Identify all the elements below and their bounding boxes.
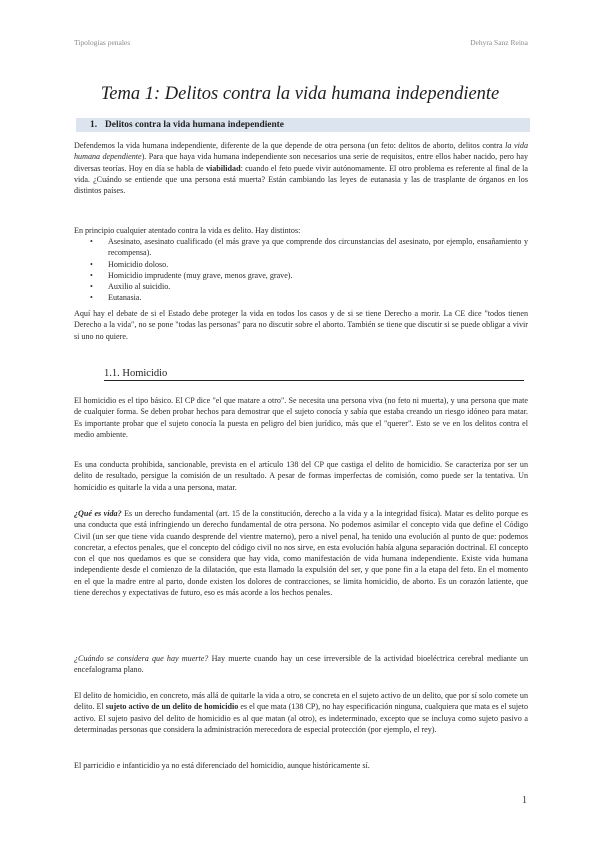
list-item: • Auxilio al suicidio.: [74, 281, 528, 292]
life-definition-paragraph: [74, 508, 528, 598]
question-lead: ¿Qué es vida?: [74, 509, 122, 518]
page-number: 1: [522, 795, 527, 806]
italic-term: la vida humana dependiente: [74, 141, 528, 162]
text-span: Hay muerte cuando hay un cese irreversible de la actividad bioeléctrica cerebral mediante un encefalograma plano.: [74, 654, 529, 675]
text-span: El delito de homicidio, en concreto, más allá de quitarle la vida a otro, se concreta en el sujeto activo de un delito, que por sí solo comete un delito. El: [74, 691, 528, 712]
section-number: 1.: [90, 120, 98, 130]
section-heading: [76, 118, 530, 132]
question-lead: ¿Cuándo se considera que hay muerte?: [74, 654, 209, 663]
paragraph-text: Es una conducta prohibida, sancionable, prevista en el artículo 138 del CP que castiga el delito de homicidio. Se caracteriza por ser un delito de resultado, persigue la comisión de un resultado. A pesar de formas imperfectas de comisión, como puede ser la tentativa. Un homicidio es quitarle la vida a una persona, matar.: [74, 460, 528, 492]
intro-paragraph: [74, 140, 528, 196]
list-item: • Eutanasia.: [74, 292, 528, 303]
subsection-heading: 1.1. Homicidio: [104, 368, 524, 381]
list-item: • Homicidio doloso.: [74, 259, 528, 270]
paragraph-text: El homicidio es el tipo básico. El CP dice "el que matare a otro". Se necesita una persona viva (no feto ni muerta), y una persona que mate de cualquier forma. Se deben probar hechos para demostrar que el sujeto conocía y sabía que estaba creando un riesgo idóneo para matar. Es importante probar que el sujeto conocía la puesta en peligro del bien jurídico, más que el "querer". Esto se ve en los delitos contra el medio ambiente.: [74, 396, 528, 439]
homicide-paragraph-1: [74, 395, 528, 440]
header-author: Dehyra Sanz Reina: [470, 38, 528, 47]
list-item: • Asesinato, asesinato cualificado (el más grave ya que comprende dos circunstancias del asesinato, por ejemplo, ensañamiento y recompensa).: [74, 236, 528, 259]
debate-paragraph: [74, 308, 528, 342]
section-label: Delitos contra la vida humana independiente: [105, 120, 284, 130]
text-span: Defendemos la vida humana independiente, diferente de la que depende de otra persona (un feto: delitos de aborto, delitos contra: [74, 141, 506, 150]
text-span: ). Para que haya vida humana independiente son necesarios una serie de requisitos, entre ellos haber nacido, pero hay diversas teorías. Hoy en día se habla de: [74, 152, 528, 173]
parricide-paragraph: [74, 760, 528, 771]
text-span: es el que mata (138 CP), no hay especificación ninguna, cualquiera que mata es el sujeto activo. El sujeto pasivo del delito de homicidio es al que matan (al otro), es indeterminado, excepto que se incluya como sujeto pasivo a determinadas personas que considera la administración merecedora de especial protección (por ejemplo, el rey).: [74, 702, 529, 734]
paragraph-text: El parricidio e infanticidio ya no está diferenciado del homicidio, aunque históricamente sí.: [74, 761, 370, 770]
crimes-intro-paragraph: [74, 225, 528, 236]
death-definition-paragraph: [74, 653, 528, 676]
page-header: [74, 38, 528, 50]
list-item: • Homicidio imprudente (muy grave, menos grave, grave).: [74, 270, 528, 281]
header-course-title: Tipologías penales: [74, 38, 131, 47]
text-span: Es un derecho fundamental (art. 15 de la constitución, derecho a la vida y a la integridad física). Matar es delito porque es una conducta que está infringiendo un derecho fundamental de otra persona. No podemos asimilar el concepto vida que define el Código Civil (un ser que tiene vida cuando desprende del vientre materno), pero a nivel penal, ha tenido una evolución al punto de que: podemos concretar, a efectos penales, que el concepto del código civil no nos sirve, en esta evolución había alguna separación doctrinal. El concepto con el que nos quedamos es que se considera que hay vida, como manifestación de vida humana independiente. Existe vida humana independiente desde el comienzo de la dilatación, que esta llamado la expulsión del ser, y que pone fin a la etapa del feto. En el momento en el que la madre entre al parto, donde existen los dolores de contracciones, se limita homicidio, de aborto. Es un corazón latiente, que tiene derechos y expectativas de futuro, eso es más acorde a los hechos penales.: [74, 509, 528, 598]
document-title: Tema 1: Delitos contra la vida humana independiente: [100, 84, 500, 104]
bold-term: viabilidad: [205, 163, 241, 173]
crime-types-list: [74, 236, 528, 304]
paragraph-text: Aquí hay el debate de si el Estado debe proteger la vida en todos los casos y de si se tiene Derecho a morir. La CE dice "todos tienen Derecho a la vida", no se pone "todas las personas" para no discutir sobre el aborto. También se tiene que discutir si se puede obligar a vivir si uno no quiere.: [74, 309, 528, 341]
subjects-paragraph: [74, 690, 528, 735]
text-span: : cuando el feto puede vivir autónomamente. El otro problema es referente al final de la vida. ¿Cuándo se entiende que una persona está muerta? Están cambiando las leyes de eutanasia y las de trasplante de órganos en los distintos países.: [74, 163, 528, 196]
paragraph-text: En principio cualquier atentado contra la vida es delito. Hay distintos:: [74, 226, 301, 235]
bold-term: sujeto activo de un delito de homicidio: [105, 702, 239, 712]
homicide-paragraph-2: [74, 459, 528, 493]
